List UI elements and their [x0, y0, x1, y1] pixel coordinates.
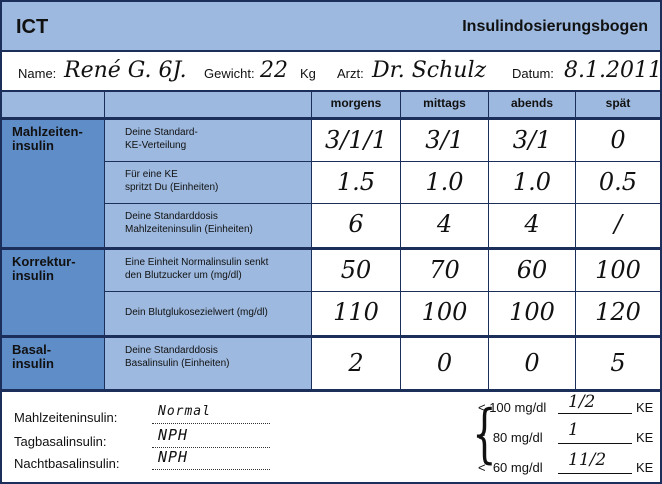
doctor-value[interactable]: Dr. Schulz	[372, 58, 487, 83]
night-basal-label: Nachtbasalinsulin:	[14, 456, 120, 471]
value-cell[interactable]: 100	[576, 248, 660, 292]
value-cell[interactable]: 100	[489, 292, 576, 336]
row-desc-basal-dose: Deine Standarddosis Basalinsulin (Einheiten)	[105, 336, 312, 390]
weight-value[interactable]: 22	[260, 58, 288, 83]
date-value[interactable]: 8.1.2011	[564, 58, 662, 83]
footer	[2, 390, 660, 482]
doctor-label: Arzt:	[337, 66, 364, 81]
value-cell[interactable]: 120	[576, 292, 660, 336]
value-cell[interactable]: 1.0	[401, 162, 489, 204]
value-cell[interactable]: 1.0	[489, 162, 576, 204]
value-cell[interactable]: 0.5	[576, 162, 660, 204]
patient-info-row	[2, 52, 660, 92]
curly-brace-icon: {	[472, 397, 497, 471]
form-title: Insulindosierungsbogen	[462, 18, 648, 35]
header-empty-1	[2, 92, 105, 118]
value-cell[interactable]: 6	[312, 204, 401, 248]
value-cell[interactable]: 5	[576, 336, 660, 390]
name-value[interactable]: René G. 6J.	[64, 58, 187, 83]
hypo-value-60[interactable]: 11/2	[568, 450, 607, 470]
value-cell[interactable]: 3/1	[489, 118, 576, 162]
night-basal-value[interactable]: NPH	[158, 448, 189, 466]
column-header-spaet: spät	[576, 92, 660, 118]
value-cell[interactable]: 100	[401, 292, 489, 336]
value-cell[interactable]: 60	[489, 248, 576, 292]
title-bar	[2, 2, 660, 52]
meal-insulin-label: Mahlzeiteninsulin:	[14, 410, 118, 425]
hypo-label-100: < 100 mg/dl	[478, 400, 547, 415]
section-correction-insulin: Korrektur- insulin	[2, 248, 105, 336]
hypo-unit-60: KE	[636, 460, 654, 475]
value-cell[interactable]: 4	[489, 204, 576, 248]
name-label: Name:	[18, 66, 57, 81]
row-desc-correction-factor: Eine Einheit Normalinsulin senkt den Blutzucker um (mg/dl)	[105, 248, 312, 292]
row-desc-target-glucose: Dein Blutglukosezielwert (mg/dl)	[105, 292, 312, 336]
value-cell[interactable]: 0	[576, 118, 660, 162]
value-cell[interactable]: 3/1/1	[312, 118, 401, 162]
row-desc-meal-dose: Deine Standarddosis Mahlzeiteninsulin (Einheiten)	[105, 204, 312, 248]
value-cell[interactable]: 2	[312, 336, 401, 390]
header-empty-2	[105, 92, 312, 118]
weight-label: Gewicht:	[204, 66, 255, 81]
day-basal-label: Tagbasalinsulin:	[14, 434, 107, 449]
date-label: Datum:	[512, 66, 554, 81]
hypo-value-80[interactable]: 1	[568, 420, 579, 440]
column-header-abends: abends	[489, 92, 576, 118]
value-cell[interactable]: 4	[401, 204, 489, 248]
hypo-label-60: < 60 mg/dl	[478, 460, 543, 475]
section-meal-insulin: Mahlzeiten- insulin	[2, 118, 105, 248]
value-cell[interactable]: 50	[312, 248, 401, 292]
hypo-unit-80: KE	[636, 430, 654, 445]
dosing-table	[2, 92, 660, 390]
form-title-ict: ICT	[16, 16, 49, 38]
weight-unit: Kg	[300, 66, 316, 81]
value-cell[interactable]: /	[576, 204, 660, 248]
section-basal-insulin: Basal- insulin	[2, 336, 105, 390]
hypo-label-80: < 80 mg/dl	[478, 430, 543, 445]
column-header-mittags: mittags	[401, 92, 489, 118]
column-header-morgens: morgens	[312, 92, 401, 118]
value-cell[interactable]: 70	[401, 248, 489, 292]
row-desc-ke-distribution: Deine Standard- KE-Verteilung	[105, 118, 312, 162]
value-cell[interactable]: 0	[401, 336, 489, 390]
hypo-value-100[interactable]: 1/2	[568, 392, 596, 412]
row-desc-units-per-ke: Für eine KE spritzt Du (Einheiten)	[105, 162, 312, 204]
hypo-unit-100: KE	[636, 400, 654, 415]
value-cell[interactable]: 1.5	[312, 162, 401, 204]
meal-insulin-value[interactable]: Normal	[158, 404, 211, 419]
value-cell[interactable]: 3/1	[401, 118, 489, 162]
value-cell[interactable]: 0	[489, 336, 576, 390]
value-cell[interactable]: 110	[312, 292, 401, 336]
day-basal-value[interactable]: NPH	[158, 426, 189, 444]
